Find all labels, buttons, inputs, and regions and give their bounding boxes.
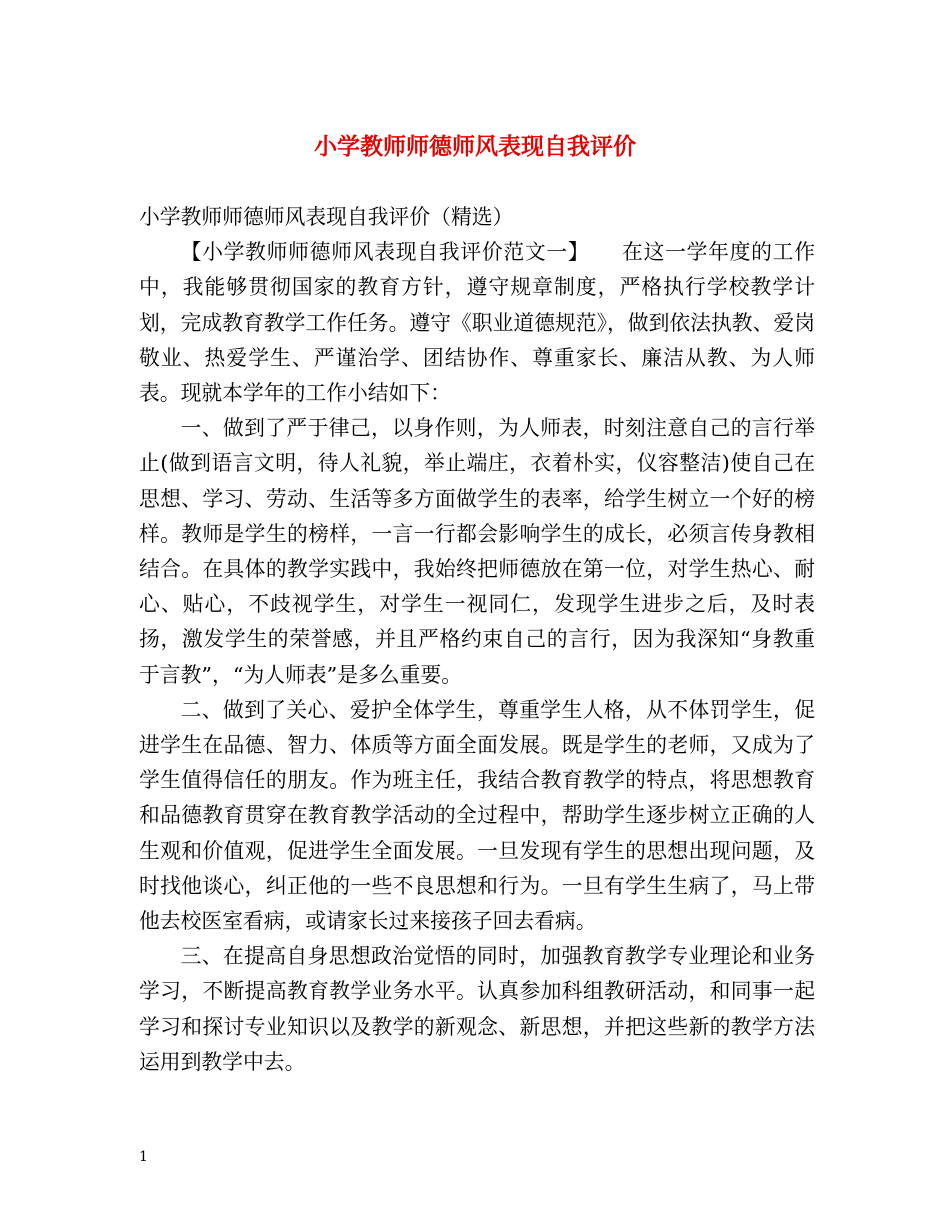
page-number: 1	[139, 1149, 148, 1165]
paragraph-intro: 【小学教师师德师风表现自我评价范文一】 在这一学年度的工作中，我能够贯彻国家的教育方针，遵守规章制度，严格执行学校教学计划，完成教育教学工作任务。遵守《职业道德规范》，做到依法执教、爱岗敬业、热爱学生、严谨治学、团结协作、尊重家长、廉洁从教、为人师表。现就本学年的工作小结如下：	[139, 240, 815, 406]
document-body	[139, 200, 815, 1080]
paragraph-two: 二、做到了关心、爱护全体学生，尊重学生人格，从不体罚学生，促进学生在品德、智力、体质等方面全面发展。既是学生的老师，又成为了学生值得信任的朋友。作为班主任，我结合教育教学的特点，将思想教育和品德教育贯穿在教育教学活动的全过程中，帮助学生逐步树立正确的人生观和价值观，促进学生全面发展。一旦发现有学生的思想出现问题，及时找他谈心，纠正他的一些不良思想和行为。一旦有学生生病了，马上带他去校医室看病，或请家长过来接孩子回去看病。	[139, 697, 815, 934]
document-subtitle: 小学教师师德师风表现自我评价（精选）	[139, 205, 514, 229]
paragraph-three: 三、在提高自身思想政治觉悟的同时，加强教育教学专业理论和业务学习，不断提高教育教学业务水平。认真参加科组教研活动，和同事一起学习和探讨专业知识以及教学的新观念、新思想，并把这些新的教学方法运用到教学中去。	[139, 944, 815, 1074]
paragraph-one: 一、做到了严于律己，以身作则，为人师表，时刻注意自己的言行举止(做到语言文明，待人礼貌，举止端庄，衣着朴实，仪容整洁)使自己在思想、学习、劳动、生活等多方面做学生的表率，给学生树立一个好的榜样。教师是学生的榜样，一言一行都会影响学生的成长，必须言传身教相结合。在具体的教学实践中，我始终把师德放在第一位，对学生热心、耐心、贴心，不歧视学生，对学生一视同仁，发现学生进步之后，及时表扬，激发学生的荣誉感，并且严格约束自己的言行，因为我深知“身教重于言教”，“为人师表”是多么重要。	[139, 416, 815, 687]
document-title: 小学教师师德师风表现自我评价	[314, 133, 636, 160]
